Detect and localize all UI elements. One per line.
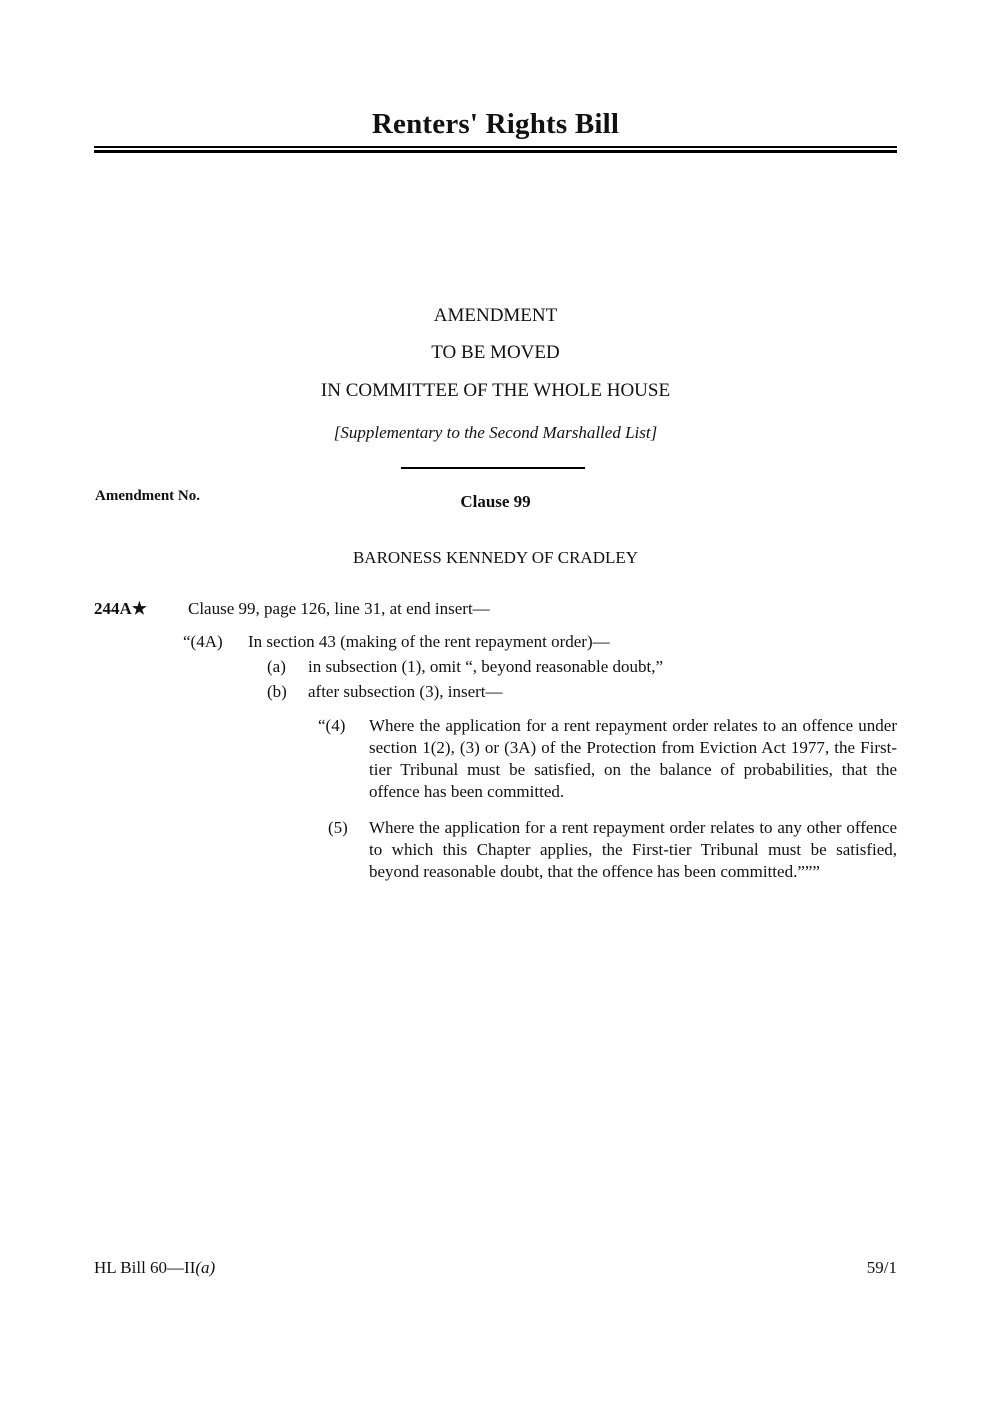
amendment-instruction: Clause 99, page 126, line 31, at end insert— bbox=[188, 599, 490, 618]
subtitle: [Supplementary to the Second Marshalled List] bbox=[333, 423, 658, 442]
inserted-4-text: Where the application for a rent repayment order relates to an offence under section 1(2), (3) or (3A) of the Protection from Eviction Act 1977, the First-tier Tribunal must be satisfied, on the balance of probabilities, that the offence has been committed. bbox=[369, 716, 897, 801]
title-rule-thin bbox=[94, 146, 897, 148]
item-a-text: in subsection (1), omit “, beyond reasonable doubt,” bbox=[308, 657, 664, 676]
item-b-text: after subsection (3), insert— bbox=[308, 682, 503, 701]
bill-ref-prefix: HL Bill 60—II bbox=[94, 1258, 196, 1277]
footer-bill-ref bbox=[94, 1258, 215, 1278]
inserted-4-label: “(4) bbox=[318, 716, 346, 735]
title-rule-thick bbox=[94, 150, 897, 153]
document-title: Renters' Rights Bill bbox=[371, 108, 620, 140]
star-icon: ★ bbox=[131, 599, 148, 618]
item-b-label: (b) bbox=[267, 682, 287, 701]
amendment-no-label: Amendment No. bbox=[95, 488, 200, 504]
member-name: BARONESS KENNEDY OF CRADLEY bbox=[352, 548, 639, 567]
subsection-4A-text: In section 43 (making of the rent repayment order)— bbox=[248, 632, 610, 651]
heading-to-be-moved: TO BE MOVED bbox=[431, 342, 560, 363]
inserted-5-text: Where the application for a rent repayment order relates to any other offence to which this Chapter applies, the First-tier Tribunal must be satisfied, beyond reasonable doubt, that the offence has been committed.””” bbox=[369, 818, 897, 881]
section-divider bbox=[401, 467, 585, 469]
inserted-5-label: (5) bbox=[328, 818, 348, 837]
amendment-number bbox=[94, 598, 147, 620]
amendment-number-text: 244A bbox=[94, 599, 132, 618]
bill-ref-suffix: (a) bbox=[195, 1258, 216, 1277]
footer-page-number: 59/1 bbox=[866, 1258, 897, 1277]
subsection-4A-label: “(4A) bbox=[183, 632, 223, 651]
heading-amendment: AMENDMENT bbox=[433, 305, 558, 326]
item-a-label: (a) bbox=[267, 657, 286, 676]
clause-heading: Clause 99 bbox=[460, 492, 531, 511]
heading-committee: IN COMMITTEE OF THE WHOLE HOUSE bbox=[320, 380, 671, 401]
